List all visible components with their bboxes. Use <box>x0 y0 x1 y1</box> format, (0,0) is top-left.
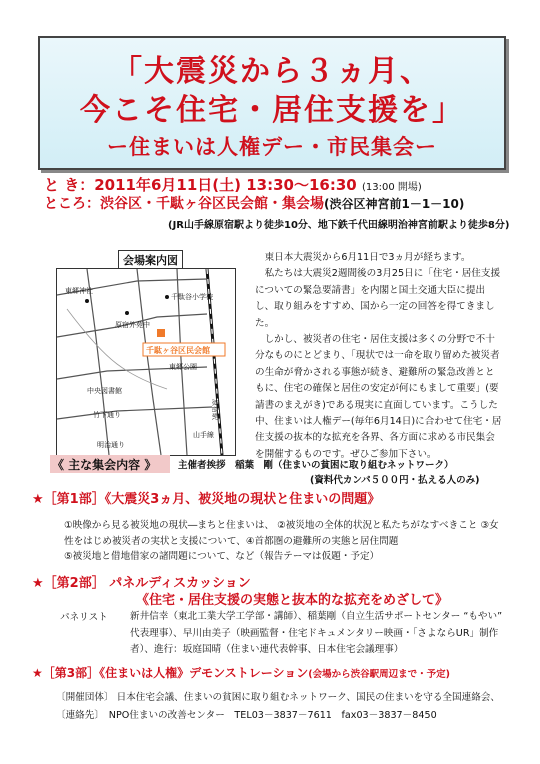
venue-map <box>56 268 236 456</box>
intro-paragraph-3: しかし、被災者の住宅・居住支援は多くの分野で不十分なものにとどまり、「現状では一命を取り留めた被災者の生命が脅かされる事態が続き、避難所の緊急改善とともに、住宅の確保と居住の安定が何にもまして重要」(要請書のまえがき)である現実に直面しています。こうした中、住まいは人権デー(毎年6月14日)に合わせて住宅・居住支援の抜本的な拡充を各界、各方面に求める市民集会を開催するものです。ぜひご参加下さい。 <box>255 334 502 460</box>
part2-heading: ★［第2部］ パネルディスカッション <box>32 576 251 591</box>
part3-heading <box>32 664 450 681</box>
map-place-school-1: 原宿外苑中 <box>115 321 150 329</box>
venue-address: (渋谷区神宮前1－1－10) <box>324 197 465 211</box>
intro-text <box>255 250 503 463</box>
contact-info: 〔連絡先〕 NPO住まいの改善センター TEL03－3837－7611 fax03－3837－8450 <box>56 710 437 721</box>
access-info: (JR山手線原宿駅より徒歩10分、地下鉄千代田線明治神宮前駅より徒歩8分) <box>168 220 510 231</box>
title-banner <box>38 36 506 170</box>
map-venue-name: 千駄ヶ谷区民会館 <box>146 346 210 355</box>
fee-note: (資料代カンパ５００円・払える人のみ) <box>310 475 480 486</box>
map-place-park: 東郷公園 <box>169 363 197 371</box>
part3-title: ★［第3部］《住まいは人権》デモンストレーション <box>32 666 309 680</box>
venue-name: 渋谷区・千駄ヶ谷区民会館・集会場 <box>100 196 324 212</box>
organizers-list: 〔開催団体〕 日本住宅会議、住まいの貧困に取り組むネットワーク、国民の住まいを守る全国連絡会、 <box>56 692 500 703</box>
map-place-takeshita: 竹下通り <box>93 411 121 419</box>
map-place-harajuku-station: 原宿駅 <box>211 399 219 420</box>
main-title-line-2: 今こそ住宅・居住支援を」 <box>80 93 464 128</box>
event-date: 2011年6月11日(土) <box>94 176 242 194</box>
open-time: (13:00 開場) <box>361 182 422 193</box>
panelist-label: パネリスト <box>60 612 108 623</box>
date-label: と き： <box>44 176 95 194</box>
map-place-library: 中央図書館 <box>87 387 122 395</box>
program-title: 《 主な集会内容 》 <box>52 458 157 472</box>
map-place-meiji-dori: 明治通り <box>97 441 125 449</box>
venue-label: ところ： <box>44 196 100 212</box>
map-label: 会場案内図 <box>118 250 183 270</box>
part1-heading: ★［第1部］《大震災3ヵ月、被災地の現状と住まいの問題》 <box>32 492 381 507</box>
intro-paragraph-2: 私たちは大震災2週間後の3月25日に「住宅・居住支援についての緊急要請書」を内閣と国土交通大臣に提出し、取り組みをすすめ、国から一定の回答を得てきました。 <box>255 268 501 329</box>
venue-line <box>44 193 464 213</box>
map-drawing <box>57 269 235 455</box>
part1-item-2: ⑤被災地と借地借家の諸問題について、など（報告テーマは仮題・予定） <box>64 551 380 562</box>
date-line <box>44 174 422 195</box>
event-time: 13:30〜16:30 <box>246 176 357 194</box>
main-title-line-1: 「大震災から３ヵ月、 <box>112 54 432 89</box>
map-place-school-2: 千駄谷小学校 <box>171 293 213 301</box>
part2-theme: 《住宅・居住支援の実態と抜本的な拡充をめざして》 <box>136 593 449 608</box>
venue-marker <box>157 329 165 337</box>
intro-paragraph-1: 東日本大震災から6月11日で3ヵ月が経ちます。 <box>264 252 471 263</box>
organizer-greeting: 主催者挨拶 稲葉 剛（住まいの貧困に取り組むネットワーク） <box>178 460 454 471</box>
part3-note: (会場から渋谷駅周辺まで・予定) <box>308 669 450 680</box>
map-place-togo-shrine: 東郷神社 <box>65 287 93 295</box>
panelist-list: 新井信幸（東北工業大学工学部・講師）、稲葉剛（自立生活サポートセンター “もやい” 代表理事）、早川由美子（映画監督・住宅ドキュメンタリー映画・「さよならUR」制作者）、進行：坂庭国晴（住まい連代表幹事、日本住宅会議理事） <box>130 611 503 655</box>
part1-items <box>64 518 504 565</box>
subtitle: ー住まいは人権デー・市民集会ー <box>107 135 437 159</box>
part1-item-1: ①映像から見る被災地の現状―まちと住まいは、 ②被災地の全体的状況と私たちがなすべきこと ③女性をはじめ被災者の実状と支援について、④首都圏の避難所の実態と居住問題 <box>64 520 499 547</box>
map-place-yamanote: 山手線 <box>193 431 214 439</box>
